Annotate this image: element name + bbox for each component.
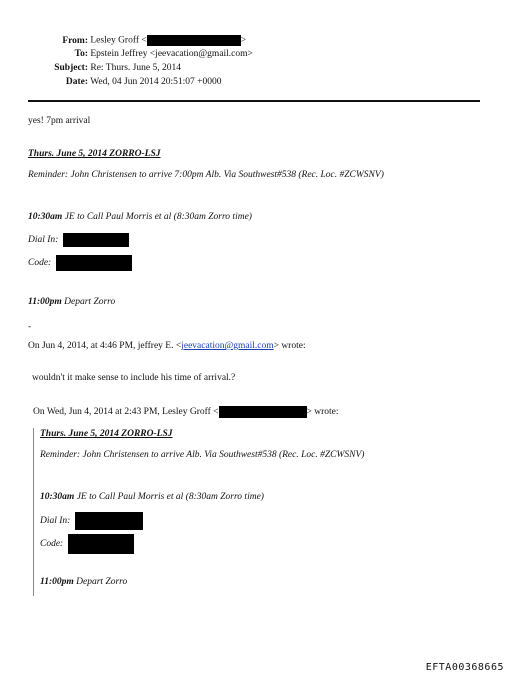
quoted2-code-line [40,534,134,554]
dash-mark: - [28,322,32,332]
dial-label: Dial In: [28,235,59,246]
quoted2-dial-label: Dial In: [40,516,71,527]
schedule-title: Thurs. June 5, 2014 ZORRO-LSJ [28,149,161,159]
date-line [28,77,221,87]
quoted2-intro [33,406,339,418]
quoted2-dial-line [40,512,143,530]
redaction-box [68,534,134,554]
bates-number: EFTA00368665 [425,662,504,673]
to-line [28,49,253,59]
call-text: JE to Call Paul Morris et al (8:30am Zorro time) [62,212,252,222]
quoted2-call-text: JE to Call Paul Morris et al (8:30am Zorro time) [74,492,264,502]
quoted2-call-line [40,492,264,502]
quoted2-reminder: Reminder: John Christensen to arrive Alb. Via Southwest#538 (Rec. Loc. #ZCWSNV) [40,450,365,460]
quoted2-call-time: 10:30am [40,492,75,502]
to-label: To: [74,49,88,59]
redaction-box [63,233,129,247]
from-value: Lesley Groff < [90,35,147,46]
quoted2-code-label: Code: [40,539,64,550]
reply-text: yes! 7pm arrival [28,116,91,126]
depart-time: 11:00pm [28,297,62,307]
redaction-box [219,406,307,418]
header-divider [28,100,480,102]
date-label: Date: [65,77,88,87]
redaction-box [147,35,241,46]
reminder-text: Reminder: John Christensen to arrive 7:00pm Alb. Via Southwest#538 (Rec. Loc. #ZCWSNV) [28,170,384,180]
quoted1-text: wouldn't it make sense to include his time of arrival.? [32,373,236,383]
call-line [28,212,252,222]
quoted1-intro [28,341,306,351]
from-tail: > [240,35,247,46]
depart-line [28,297,115,307]
quoted2-intro-suffix: > wrote: [306,407,339,418]
from-line [28,35,246,46]
date-value: Wed, 04 Jun 2014 20:51:07 +0000 [90,77,222,87]
depart-text: Depart Zorro [61,297,116,307]
quoted1-intro-suffix: > wrote: [273,341,306,351]
quoted2-intro-prefix: On Wed, Jun 4, 2014 at 2:43 PM, Lesley Groff < [33,407,219,418]
email-link[interactable]: jeevacation@gmail.com [181,341,274,351]
subject-line [28,63,181,73]
call-time: 10:30am [28,212,63,222]
quoted2-depart-line [40,577,127,587]
quoted2-schedule-title: Thurs. June 5, 2014 ZORRO-LSJ [40,429,173,439]
quoted1-intro-prefix: On Jun 4, 2014, at 4:46 PM, jeffrey E. < [28,341,182,351]
code-label: Code: [28,258,52,269]
from-label: From: [62,35,88,46]
redaction-box [75,512,143,530]
to-value: Epstein Jeffrey <jeevacation@gmail.com> [90,49,253,59]
subject-value: Re: Thurs. June 5, 2014 [90,63,181,73]
quoted2-depart-time: 11:00pm [40,577,74,587]
quoted2-depart-text: Depart Zorro [73,577,128,587]
redaction-box [56,255,132,271]
code-line [28,255,132,271]
dial-line [28,233,129,247]
subject-label: Subject: [54,63,88,73]
quote-bar [33,428,34,596]
